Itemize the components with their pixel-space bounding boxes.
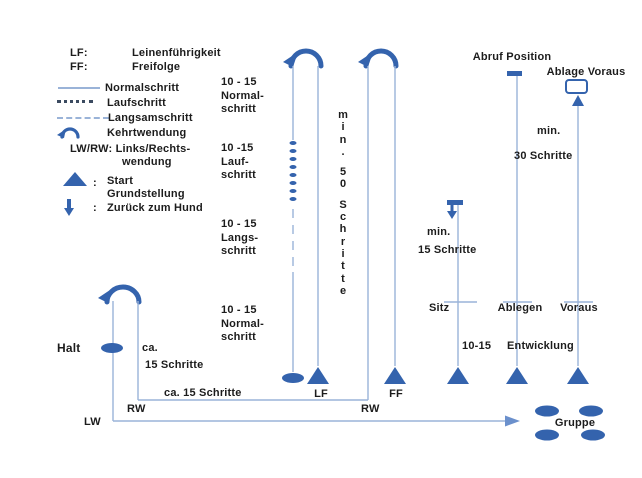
- ff-start-triangle: [384, 367, 406, 384]
- kehrtwendung-icon: [57, 124, 83, 139]
- steps-text: schritt: [221, 103, 257, 115]
- ablegen-column: [503, 71, 532, 384]
- voraus-label: Voraus: [560, 302, 598, 314]
- laufschritt-dots-sample: [57, 100, 93, 103]
- legend-kehrtwendung-label: Kehrtwendung: [107, 127, 187, 139]
- legend-lf-key: LF:: [70, 47, 88, 59]
- lf-start-triangle: [307, 367, 329, 384]
- zurueck-zum-hund-arrowhead: [447, 211, 457, 219]
- rw-label-right: RW: [361, 403, 380, 415]
- steps-text: 10 -15: [221, 142, 254, 154]
- min-15-label-line2: 15 Schritte: [418, 244, 477, 256]
- min-15-label-line1: min.: [427, 226, 451, 238]
- legend-normalschritt-label: Normalschritt: [105, 82, 180, 94]
- min-30-label-line2: 30 Schritte: [514, 150, 573, 162]
- abruf-position-label: Abruf Position: [472, 51, 552, 63]
- steps-text: Normal-: [221, 317, 264, 330]
- kehrtwendung-arrowhead-ff: [358, 52, 373, 67]
- ablage-voraus-label: Ablage Voraus: [546, 66, 626, 78]
- legend-zurueck-colon: :: [93, 202, 97, 214]
- legend-laufschritt-label: Laufschritt: [107, 97, 167, 109]
- lw-arrowhead: [505, 416, 520, 427]
- kehrtwendung-arrowhead-lf: [283, 52, 298, 67]
- legend-start-colon: :: [93, 177, 97, 189]
- steps-text: 10 - 15: [221, 304, 257, 316]
- steps-text: Normal-: [221, 89, 264, 102]
- langsamschritt-dash-sample: [57, 117, 109, 119]
- abruf-position-bar: [507, 71, 522, 76]
- entwicklung-label-line2: Entwicklung: [507, 340, 574, 352]
- lw-return-arrow: [113, 416, 520, 427]
- ca-15-schritte-label: ca. 15 Schritte: [164, 387, 242, 399]
- steps-text: 10 - 15: [221, 76, 257, 88]
- ablegen-start-triangle: [506, 367, 528, 384]
- legend-lf-value: Leinenführigkeit: [132, 47, 221, 59]
- ca-label: ca.: [142, 342, 158, 354]
- min-50-schritte-vertical-label: m i n . 5 0 S c h r i t t e: [338, 109, 348, 297]
- legend-langsamschritt-label: Langsamschritt: [108, 112, 193, 124]
- halt-marker-ellipse: [101, 343, 123, 353]
- steps-block-normalschritt-2: [221, 304, 264, 345]
- halt-label: Halt: [57, 341, 81, 355]
- ablage-voraus-box: [566, 80, 587, 93]
- lf-end-ellipse: [282, 373, 304, 383]
- lf-label: LF: [314, 388, 328, 400]
- steps-text: schritt: [221, 169, 257, 181]
- legend-start-line1: Start: [107, 175, 134, 187]
- steps-text: schritt: [221, 245, 257, 257]
- steps-block-laufschritt: [221, 142, 256, 183]
- ablegen-label: Ablegen: [497, 302, 543, 314]
- legend-ff-value: Freifolge: [132, 61, 181, 73]
- steps-block-langsschritt: [221, 218, 258, 259]
- normalschritt-line-sample: [58, 87, 100, 89]
- rw-label-left: RW: [127, 403, 146, 415]
- start-triangle-icon: [61, 171, 89, 187]
- steps-text: Langs-: [221, 231, 259, 244]
- ff-column: [358, 51, 406, 400]
- sitz-start-triangle: [447, 367, 469, 384]
- voraus-up-arrowhead: [572, 95, 584, 106]
- sitz-stop-bar: [447, 200, 463, 205]
- lf-column: [282, 51, 329, 384]
- voraus-start-triangle: [567, 367, 589, 384]
- lw-label: LW: [84, 416, 101, 428]
- gruppe-label: Gruppe: [554, 417, 596, 429]
- legend-lwrw-line1: LW/RW: Links/Rechts-: [70, 143, 191, 155]
- zurueck-zum-hund-icon: [63, 198, 75, 218]
- legend-ff-key: FF:: [70, 61, 88, 73]
- min-30-label-line1: min.: [537, 125, 561, 137]
- steps-text: Lauf-: [221, 155, 249, 168]
- schritte-15-label: 15 Schritte: [145, 359, 204, 371]
- legend-lwrw-line2: wendung: [122, 156, 172, 168]
- sitz-label: Sitz: [429, 302, 450, 314]
- entwicklung-label-line1: 10-15: [462, 340, 492, 352]
- steps-block-normalschritt-1: [221, 76, 264, 117]
- steps-text: 10 - 15: [221, 218, 257, 230]
- lf-laufschritt-dots: [290, 141, 297, 201]
- ff-label: FF: [389, 388, 403, 400]
- legend-zurueck-label: Zurück zum Hund: [107, 202, 203, 214]
- steps-text: schritt: [221, 331, 257, 343]
- voraus-column: [564, 80, 593, 384]
- legend-start-line2: Grundstellung: [107, 188, 185, 200]
